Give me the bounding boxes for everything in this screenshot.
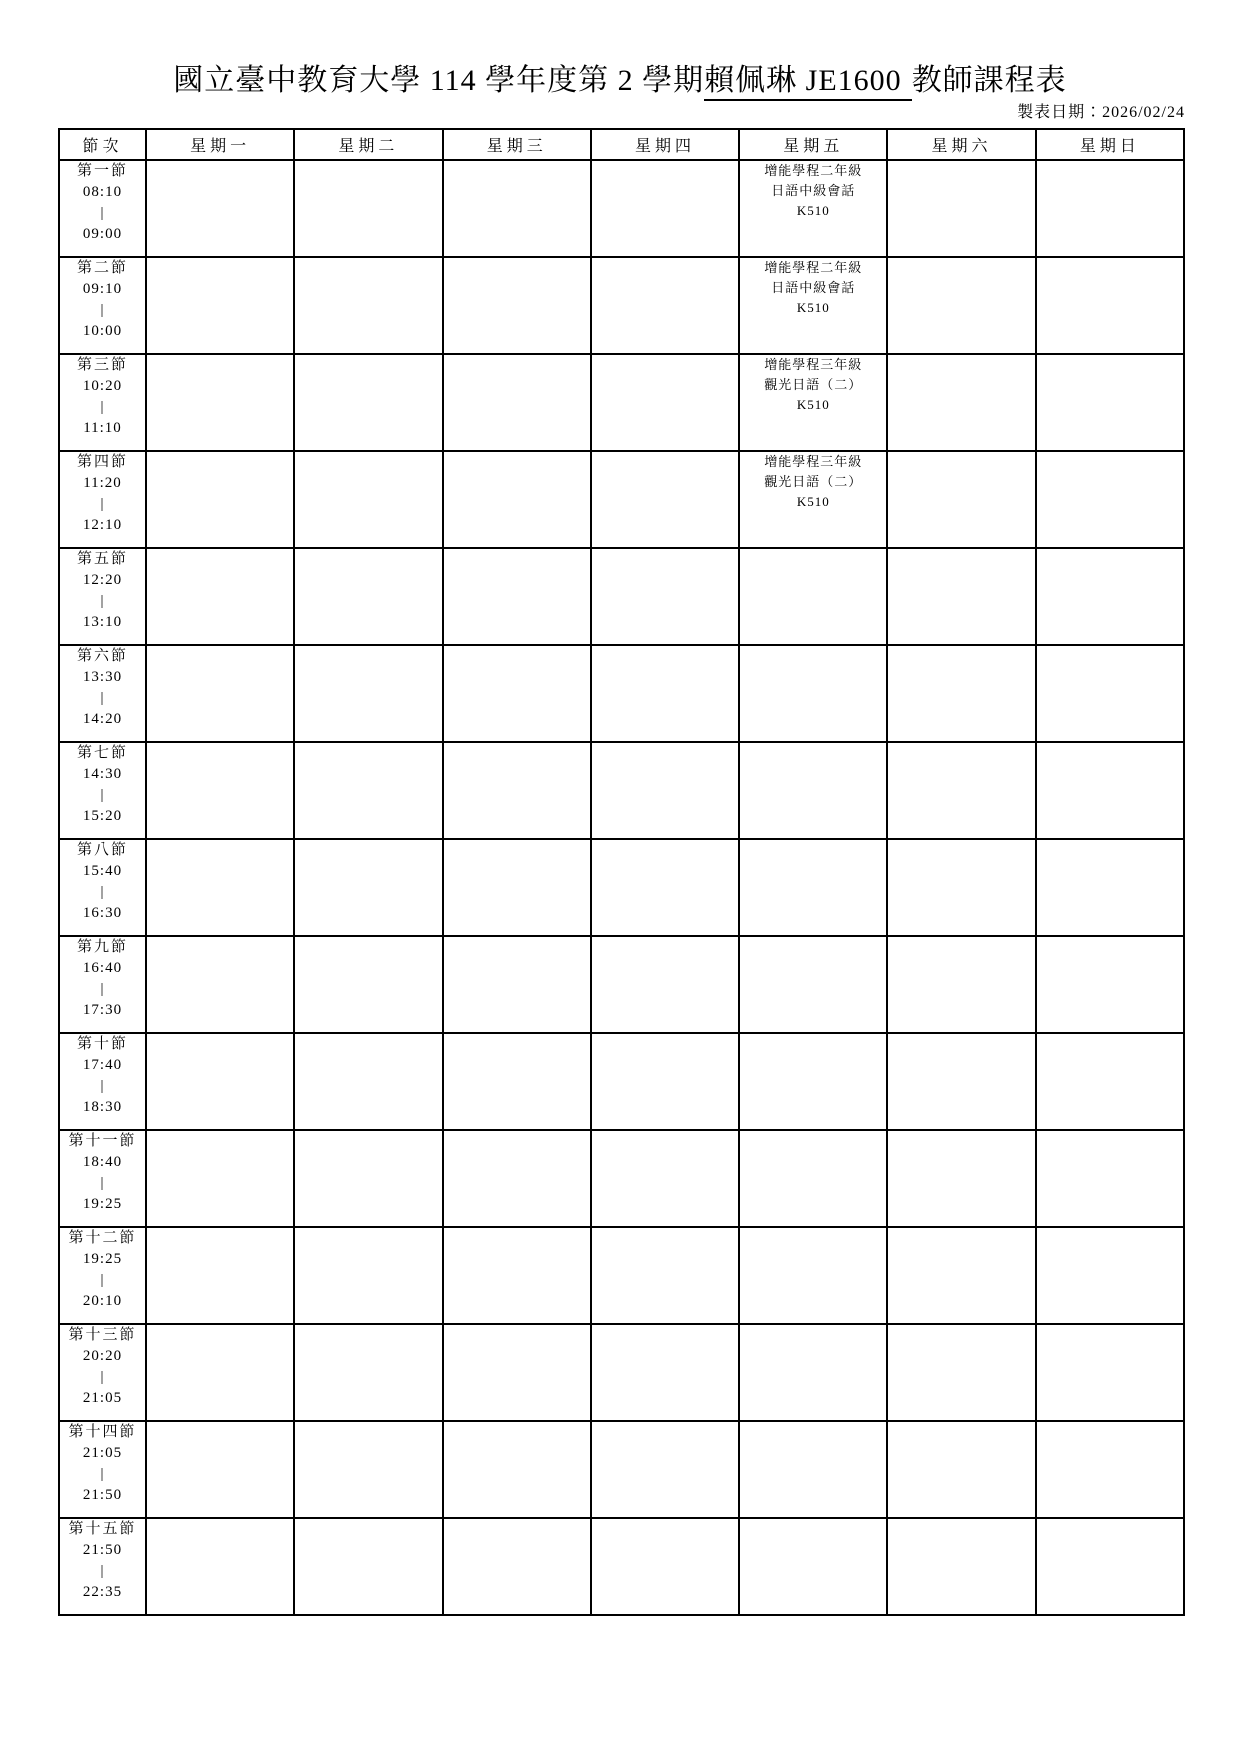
course-line: 增能學程二年級 xyxy=(764,163,863,178)
empty-schedule-cell xyxy=(887,1227,1035,1324)
empty-schedule-cell xyxy=(887,354,1035,451)
period-start-time: 09:10 xyxy=(82,281,123,297)
period-start-time: 21:50 xyxy=(82,1542,123,1558)
timetable-row xyxy=(59,742,1184,839)
timetable-row xyxy=(59,1324,1184,1421)
course-line: 增能學程三年級 xyxy=(764,454,863,469)
period-cell xyxy=(59,1421,146,1518)
course-line: 日語中級會話 xyxy=(771,280,856,295)
empty-schedule-cell xyxy=(739,839,887,936)
empty-schedule-cell xyxy=(1036,936,1184,1033)
period-cell xyxy=(59,257,146,354)
empty-schedule-cell xyxy=(887,742,1035,839)
empty-schedule-cell xyxy=(591,1130,739,1227)
empty-schedule-cell xyxy=(1036,1227,1184,1324)
period-cell xyxy=(59,1518,146,1615)
empty-schedule-cell xyxy=(591,645,739,742)
course-cell xyxy=(739,451,887,548)
course-line: K510 xyxy=(796,203,830,218)
empty-schedule-cell xyxy=(1036,839,1184,936)
empty-schedule-cell xyxy=(1036,1033,1184,1130)
timetable-header-row xyxy=(59,129,1184,160)
empty-schedule-cell xyxy=(591,1227,739,1324)
empty-schedule-cell xyxy=(146,354,294,451)
period-cell xyxy=(59,742,146,839)
empty-schedule-cell xyxy=(146,160,294,257)
course-line: 增能學程三年級 xyxy=(764,357,863,372)
empty-schedule-cell xyxy=(739,645,887,742)
empty-schedule-cell xyxy=(591,1421,739,1518)
empty-schedule-cell xyxy=(739,548,887,645)
empty-schedule-cell xyxy=(591,839,739,936)
period-start-time: 20:20 xyxy=(82,1348,123,1364)
empty-schedule-cell xyxy=(739,742,887,839)
period-start-time: 17:40 xyxy=(82,1057,123,1073)
empty-schedule-cell xyxy=(1036,1324,1184,1421)
period-end-time: 21:05 xyxy=(82,1390,123,1406)
empty-schedule-cell xyxy=(146,839,294,936)
empty-schedule-cell xyxy=(1036,548,1184,645)
period-end-time: 18:30 xyxy=(82,1099,123,1115)
empty-schedule-cell xyxy=(1036,354,1184,451)
period-end-time: 09:00 xyxy=(82,226,123,242)
empty-schedule-cell xyxy=(146,1518,294,1615)
empty-schedule-cell xyxy=(146,936,294,1033)
timetable-row xyxy=(59,1227,1184,1324)
period-end-time: 15:20 xyxy=(82,808,123,824)
empty-schedule-cell xyxy=(1036,160,1184,257)
empty-schedule-cell xyxy=(591,451,739,548)
period-start-time: 08:10 xyxy=(82,184,123,200)
time-separator: | xyxy=(100,399,105,415)
report-date: 製表日期：2026/02/24 xyxy=(1017,104,1185,121)
timetable-row xyxy=(59,257,1184,354)
timetable-row xyxy=(59,1518,1184,1615)
day-header: 星期五 xyxy=(739,129,887,160)
day-header: 星期二 xyxy=(294,129,442,160)
period-end-time: 10:00 xyxy=(82,323,123,339)
timetable-row xyxy=(59,839,1184,936)
timetable-row xyxy=(59,1421,1184,1518)
course-line: 增能學程二年級 xyxy=(764,260,863,275)
page-title xyxy=(0,55,1240,99)
period-name: 第十節 xyxy=(76,1036,128,1052)
empty-schedule-cell xyxy=(887,936,1035,1033)
period-name: 第五節 xyxy=(76,551,128,567)
period-end-time: 19:25 xyxy=(82,1196,123,1212)
empty-schedule-cell xyxy=(1036,1518,1184,1615)
empty-schedule-cell xyxy=(443,548,591,645)
day-header: 星期一 xyxy=(146,129,294,160)
empty-schedule-cell xyxy=(294,645,442,742)
timetable-row xyxy=(59,548,1184,645)
empty-schedule-cell xyxy=(146,1130,294,1227)
day-header: 星期四 xyxy=(591,129,739,160)
timetable-row xyxy=(59,451,1184,548)
empty-schedule-cell xyxy=(146,1324,294,1421)
empty-schedule-cell xyxy=(739,1227,887,1324)
period-cell xyxy=(59,1033,146,1130)
course-line: 觀光日語（二） xyxy=(764,377,863,392)
empty-schedule-cell xyxy=(294,257,442,354)
empty-schedule-cell xyxy=(1036,1421,1184,1518)
timetable-row xyxy=(59,1130,1184,1227)
empty-schedule-cell xyxy=(1036,645,1184,742)
empty-schedule-cell xyxy=(591,1324,739,1421)
empty-schedule-cell xyxy=(887,1033,1035,1130)
empty-schedule-cell xyxy=(443,1130,591,1227)
timetable-row xyxy=(59,160,1184,257)
empty-schedule-cell xyxy=(739,936,887,1033)
empty-schedule-cell xyxy=(146,1227,294,1324)
empty-schedule-cell xyxy=(591,1518,739,1615)
empty-schedule-cell xyxy=(294,1518,442,1615)
period-start-time: 10:20 xyxy=(82,378,123,394)
empty-schedule-cell xyxy=(146,548,294,645)
period-cell xyxy=(59,354,146,451)
time-separator: | xyxy=(100,787,105,803)
course-line: 日語中級會話 xyxy=(771,183,856,198)
period-start-time: 15:40 xyxy=(82,863,123,879)
period-name: 第七節 xyxy=(76,745,128,761)
time-separator: | xyxy=(100,1272,105,1288)
title-suffix: 教師課程表 xyxy=(911,64,1067,97)
empty-schedule-cell xyxy=(146,645,294,742)
time-separator: | xyxy=(100,496,105,512)
period-end-time: 13:10 xyxy=(82,614,123,630)
empty-schedule-cell xyxy=(887,839,1035,936)
period-end-time: 21:50 xyxy=(82,1487,123,1503)
period-name: 第三節 xyxy=(76,357,128,373)
period-name: 第六節 xyxy=(76,648,128,664)
empty-schedule-cell xyxy=(591,936,739,1033)
empty-schedule-cell xyxy=(443,839,591,936)
period-cell xyxy=(59,1130,146,1227)
course-cell xyxy=(739,354,887,451)
empty-schedule-cell xyxy=(739,1324,887,1421)
empty-schedule-cell xyxy=(294,1033,442,1130)
period-start-time: 21:05 xyxy=(82,1445,123,1461)
period-name: 第十一節 xyxy=(68,1133,137,1149)
period-end-time: 17:30 xyxy=(82,1002,123,1018)
time-separator: | xyxy=(100,884,105,900)
teacher-name-underlined: 賴佩琳 JE1600 xyxy=(704,64,912,101)
period-name: 第一節 xyxy=(76,163,128,179)
time-separator: | xyxy=(100,690,105,706)
empty-schedule-cell xyxy=(739,1421,887,1518)
period-cell xyxy=(59,645,146,742)
day-header: 星期六 xyxy=(887,129,1035,160)
empty-schedule-cell xyxy=(443,257,591,354)
day-header: 星期日 xyxy=(1036,129,1184,160)
period-name: 第十五節 xyxy=(68,1521,137,1537)
period-end-time: 16:30 xyxy=(82,905,123,921)
empty-schedule-cell xyxy=(591,1033,739,1130)
empty-schedule-cell xyxy=(1036,257,1184,354)
course-line: K510 xyxy=(796,300,830,315)
empty-schedule-cell xyxy=(739,1130,887,1227)
period-start-time: 18:40 xyxy=(82,1154,123,1170)
empty-schedule-cell xyxy=(591,160,739,257)
course-cell xyxy=(739,160,887,257)
empty-schedule-cell xyxy=(887,451,1035,548)
course-line: 觀光日語（二） xyxy=(764,474,863,489)
period-end-time: 12:10 xyxy=(82,517,123,533)
empty-schedule-cell xyxy=(887,1130,1035,1227)
timetable-row xyxy=(59,354,1184,451)
period-start-time: 12:20 xyxy=(82,572,123,588)
time-separator: | xyxy=(100,1078,105,1094)
empty-schedule-cell xyxy=(887,645,1035,742)
empty-schedule-cell xyxy=(294,354,442,451)
empty-schedule-cell xyxy=(443,451,591,548)
time-separator: | xyxy=(100,1563,105,1579)
period-cell xyxy=(59,839,146,936)
empty-schedule-cell xyxy=(591,742,739,839)
empty-schedule-cell xyxy=(443,1033,591,1130)
empty-schedule-cell xyxy=(294,1421,442,1518)
period-cell xyxy=(59,1227,146,1324)
period-start-time: 14:30 xyxy=(82,766,123,782)
empty-schedule-cell xyxy=(443,936,591,1033)
empty-schedule-cell xyxy=(294,1324,442,1421)
empty-schedule-cell xyxy=(887,1518,1035,1615)
time-separator: | xyxy=(100,1175,105,1191)
period-cell xyxy=(59,1324,146,1421)
time-separator: | xyxy=(100,1369,105,1385)
period-end-time: 20:10 xyxy=(82,1293,123,1309)
period-start-time: 16:40 xyxy=(82,960,123,976)
empty-schedule-cell xyxy=(443,645,591,742)
empty-schedule-cell xyxy=(146,451,294,548)
empty-schedule-cell xyxy=(443,1227,591,1324)
time-separator: | xyxy=(100,205,105,221)
period-start-time: 11:20 xyxy=(83,475,122,491)
period-cell xyxy=(59,451,146,548)
period-name: 第十四節 xyxy=(68,1424,137,1440)
empty-schedule-cell xyxy=(443,1421,591,1518)
empty-schedule-cell xyxy=(443,160,591,257)
timetable-row xyxy=(59,645,1184,742)
empty-schedule-cell xyxy=(294,1130,442,1227)
empty-schedule-cell xyxy=(294,451,442,548)
empty-schedule-cell xyxy=(443,1518,591,1615)
course-line: K510 xyxy=(796,494,830,509)
period-name: 第四節 xyxy=(76,454,128,470)
empty-schedule-cell xyxy=(739,1033,887,1130)
time-separator: | xyxy=(100,302,105,318)
empty-schedule-cell xyxy=(294,936,442,1033)
period-cell xyxy=(59,548,146,645)
empty-schedule-cell xyxy=(146,1421,294,1518)
period-cell xyxy=(59,160,146,257)
empty-schedule-cell xyxy=(443,742,591,839)
period-name: 第二節 xyxy=(76,260,128,276)
empty-schedule-cell xyxy=(887,257,1035,354)
empty-schedule-cell xyxy=(887,1324,1035,1421)
empty-schedule-cell xyxy=(591,354,739,451)
period-name: 第八節 xyxy=(76,842,128,858)
course-cell xyxy=(739,257,887,354)
empty-schedule-cell xyxy=(887,1421,1035,1518)
period-name: 第十三節 xyxy=(68,1327,137,1343)
timetable-row xyxy=(59,936,1184,1033)
timetable-row xyxy=(59,1033,1184,1130)
period-name: 第九節 xyxy=(76,939,128,955)
empty-schedule-cell xyxy=(591,257,739,354)
empty-schedule-cell xyxy=(146,742,294,839)
empty-schedule-cell xyxy=(146,257,294,354)
timetable xyxy=(58,128,1185,1616)
period-end-time: 22:35 xyxy=(82,1584,123,1600)
period-end-time: 11:10 xyxy=(83,420,122,436)
empty-schedule-cell xyxy=(294,160,442,257)
empty-schedule-cell xyxy=(294,1227,442,1324)
empty-schedule-cell xyxy=(294,742,442,839)
empty-schedule-cell xyxy=(1036,451,1184,548)
empty-schedule-cell xyxy=(294,548,442,645)
empty-schedule-cell xyxy=(887,548,1035,645)
period-start-time: 19:25 xyxy=(82,1251,123,1267)
title-prefix: 國立臺中教育大學 114 學年度第 2 學期 xyxy=(173,64,705,97)
empty-schedule-cell xyxy=(443,1324,591,1421)
empty-schedule-cell xyxy=(591,548,739,645)
period-end-time: 14:20 xyxy=(82,711,123,727)
period-cell xyxy=(59,936,146,1033)
time-separator: | xyxy=(100,1466,105,1482)
timetable-body xyxy=(59,160,1184,1615)
corner-header: 節次 xyxy=(59,129,146,160)
empty-schedule-cell xyxy=(443,354,591,451)
empty-schedule-cell xyxy=(146,1033,294,1130)
time-separator: | xyxy=(100,593,105,609)
empty-schedule-cell xyxy=(1036,1130,1184,1227)
period-name: 第十二節 xyxy=(68,1230,137,1246)
period-start-time: 13:30 xyxy=(82,669,123,685)
empty-schedule-cell xyxy=(739,1518,887,1615)
day-header: 星期三 xyxy=(443,129,591,160)
empty-schedule-cell xyxy=(887,160,1035,257)
time-separator: | xyxy=(100,981,105,997)
empty-schedule-cell xyxy=(294,839,442,936)
course-line: K510 xyxy=(796,397,830,412)
empty-schedule-cell xyxy=(1036,742,1184,839)
